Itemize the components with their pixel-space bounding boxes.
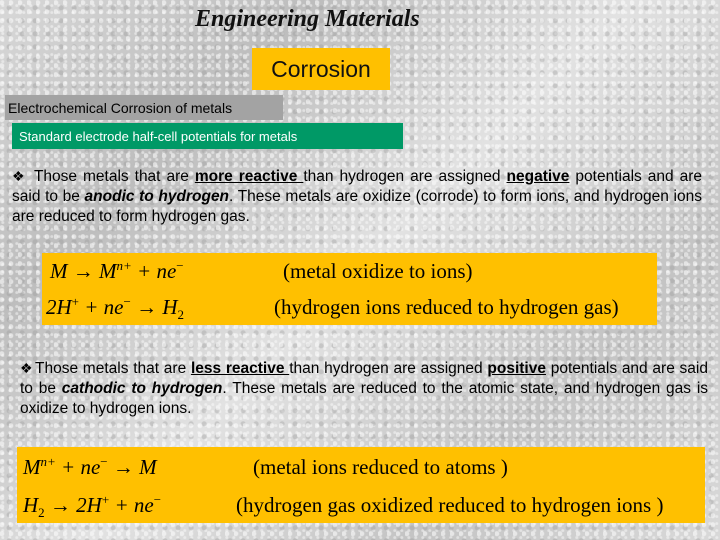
emphasis-more-reactive: more reactive: [194, 168, 304, 185]
emphasis-cathodic: cathodic to hydrogen: [61, 380, 223, 397]
emphasis-negative: negative: [506, 168, 570, 185]
equation-description: (metal ions reduced to atoms ): [253, 455, 508, 479]
equation-box-anodic: [42, 253, 657, 325]
section-heading: Electrochemical Corrosion of metals: [5, 95, 283, 120]
subsection-heading: Standard electrode half-cell potentials for metals: [12, 123, 403, 149]
emphasis-positive: positive: [487, 360, 546, 377]
emphasis-anodic: anodic to hydrogen: [84, 188, 230, 205]
equation-description: (hydrogen ions reduced to hydrogen gas): [274, 295, 619, 319]
emphasis-less-reactive: less reactive: [190, 360, 290, 377]
equation-description: (metal oxidize to ions): [283, 259, 473, 283]
diamond-bullet-icon: ❖: [12, 168, 27, 184]
paragraph-anodic: ❖ Those metals that are more reactive than hydrogen are assigned negative potentials and are said to be anodic to hydrogen. These metals are oxidize (corrode) to form ions, and hydrogen ions are reduced to form hydrogen gas.: [12, 168, 702, 225]
equation-box-cathodic: [17, 447, 705, 523]
page-title: Engineering Materials: [195, 6, 420, 32]
paragraph-cathodic: ❖ Those metals that are less reactive than hydrogen are assigned positive potentials and are said to be cathodic to hydrogen. These metals are reduced to the atomic state, and hydrogen gas is oxidize to hydrogen ions.: [20, 360, 709, 417]
equation-line: $2H^+ + ne^- \to H_2$: [46, 294, 185, 323]
topic-badge: Corrosion: [252, 48, 390, 90]
equation-line: $M^{n+} + ne^- \to M$: [23, 454, 157, 479]
diamond-bullet-icon: ❖: [20, 360, 33, 376]
equation-line: $H_2 \to 2H^+ + ne^-$: [23, 492, 162, 521]
equation-description: (hydrogen gas oxidized reduced to hydrogen ions ): [236, 493, 664, 517]
equation-line: $M \to M^{n+} + ne^-$: [50, 258, 184, 283]
